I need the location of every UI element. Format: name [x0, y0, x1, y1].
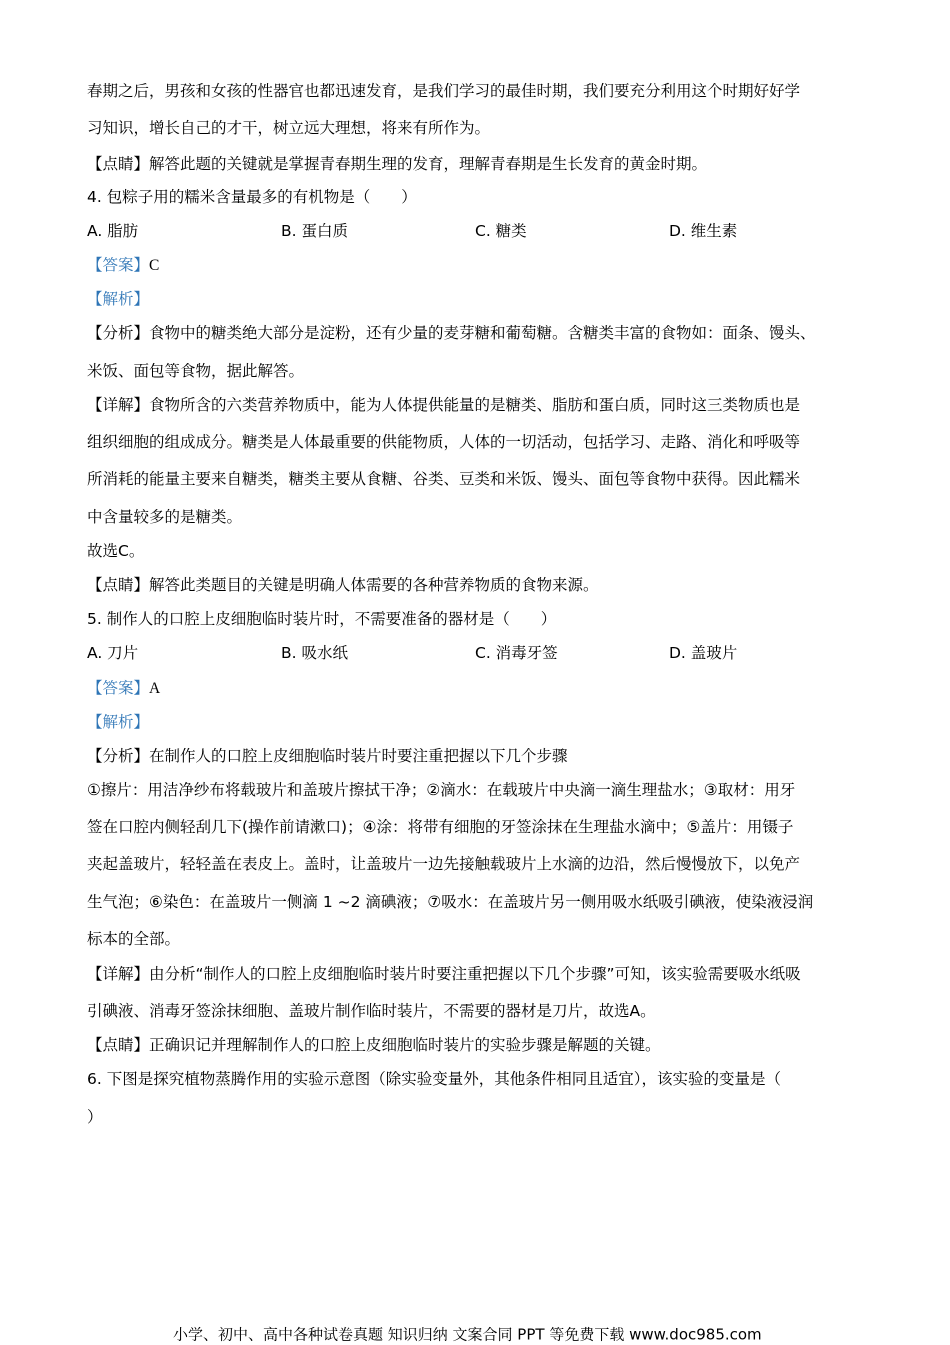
text-line — [87, 676, 160, 698]
text-line — [87, 1033, 661, 1055]
section-label: 【解析】 — [87, 290, 150, 308]
text-line — [87, 116, 490, 138]
section-label: 【答案】 — [87, 256, 150, 274]
text-line — [87, 744, 568, 766]
line-text: 标本的全部。 — [87, 930, 181, 948]
line-text: 故选C。 — [87, 542, 145, 560]
section-label: 【解析】 — [87, 713, 150, 731]
line-text: 夹起盖玻片，轻轻盖在表皮上。盖时，让盖玻片一边先接触载玻片上水滴的边沿，然后慢慢放下，以免产 — [87, 855, 801, 873]
answer-option: A. 刀片 — [87, 644, 139, 662]
text-line — [87, 287, 149, 309]
line-text: 生气泡；⑥染色：在盖玻片一侧滴 1 ~2 滴碘液；⑦吸水：在盖玻片另一侧用吸水纸吸引碘液，使染液浸润 — [87, 893, 814, 911]
line-text: 中含量较多的是糖类。 — [87, 508, 243, 526]
line-text: 所消耗的能量主要来自糖类，糖类主要从食糖、谷类、豆类和米饭、馒头、面包等食物中获得。因此糯米 — [87, 470, 801, 488]
line-text: 【分析】食物中的糖类绝大部分是淀粉，还有少量的麦芽糖和葡萄糖。含糖类丰富的食物如：面条、馒头、 — [87, 324, 816, 342]
text-line — [87, 710, 149, 732]
line-text: ） — [87, 1108, 103, 1126]
line-text: 习知识，增长自己的才干，树立远大理想，将来有所作为。 — [87, 119, 491, 137]
answer-option: B. 吸水纸 — [281, 644, 348, 662]
text-line — [87, 1067, 781, 1089]
line-text: 组织细胞的组成成分。糖类是人体最重要的供能物质，人体的一切活动，包括学习、走路、消化和呼吸等 — [87, 433, 801, 451]
line-text: 引碘液、消毒牙签涂抹细胞、盖玻片制作临时装片，不需要的器材是刀片，故选A。 — [87, 1002, 656, 1020]
text-line — [87, 1105, 103, 1127]
line-text: 米饭、面包等食物，据此解答。 — [87, 362, 305, 380]
text-line — [87, 253, 159, 275]
line-text: 【详解】由分析“制作人的口腔上皮细胞临时装片时要注重把握以下几个步骤”可知，该实验需要吸水纸吸 — [87, 965, 801, 983]
text-line — [87, 607, 556, 629]
answer-option: C. 糖类 — [475, 222, 527, 240]
footer-text: 小学、初中、高中各种试卷真题 知识归纳 文案合同 PPT 等免费下载 www.doc985.com — [173, 1325, 762, 1344]
text-line — [87, 962, 801, 984]
text-line — [87, 778, 795, 800]
text-line — [87, 539, 144, 561]
line-text: 春期之后，男孩和女孩的性器官也都迅速发育，是我们学习的最佳时期，我们要充分利用这个时期好好学 — [87, 82, 801, 100]
answer-option: A. 脂肪 — [87, 222, 139, 240]
text-line — [87, 359, 304, 381]
text-line — [87, 505, 242, 527]
line-text: 签在口腔内侧轻刮几下(操作前请漱口)；④涂：将带有细胞的牙签涂抹在生理盐水滴中；⑤盖片：用镊子 — [87, 818, 794, 836]
line-text: 【点睛】正确识记并理解制作人的口腔上皮细胞临时装片的实验步骤是解题的关键。 — [87, 1036, 661, 1054]
line-text: 5. 制作人的口腔上皮细胞临时装片时，不需要准备的器材是（ ） — [87, 610, 557, 628]
text-line — [87, 467, 800, 489]
text-line — [87, 815, 793, 837]
text-line — [87, 430, 800, 452]
text-line — [87, 927, 180, 949]
answer-option: B. 蛋白质 — [281, 222, 348, 240]
line-text: A — [149, 680, 161, 697]
line-text: C — [149, 257, 160, 274]
line-text: 【详解】食物所含的六类营养物质中，能为人体提供能量的是糖类、脂肪和蛋白质，同时这三类物质也是 — [87, 396, 801, 414]
text-line — [87, 79, 800, 101]
answer-option: C. 消毒牙签 — [475, 644, 558, 662]
text-line — [87, 393, 800, 415]
section-label: 【答案】 — [87, 679, 150, 697]
line-text: 【点睛】解答此题的关键就是掌握青春期生理的发育，理解青春期是生长发育的黄金时期。 — [87, 155, 708, 173]
text-line — [87, 852, 800, 874]
text-line — [87, 152, 707, 174]
line-text: 【分析】在制作人的口腔上皮细胞临时装片时要注重把握以下几个步骤 — [87, 747, 568, 765]
line-text: 4. 包粽子用的糯米含量最多的有机物是（ ） — [87, 188, 417, 206]
line-text: 6. 下图是探究植物蒸腾作用的实验示意图（除实验变量外，其他条件相同且适宜），该实验的变量是（ — [87, 1070, 781, 1088]
answer-option: D. 盖玻片 — [669, 644, 738, 662]
text-line — [87, 185, 417, 207]
answer-option: D. 维生素 — [669, 222, 738, 240]
text-line — [87, 321, 816, 343]
line-text: ①擦片：用洁净纱布将载玻片和盖玻片擦拭干净；②滴水：在载玻片中央滴一滴生理盐水；③取材：用牙 — [87, 781, 796, 799]
text-line — [87, 573, 599, 595]
line-text: 【点睛】解答此类题目的关键是明确人体需要的各种营养物质的食物来源。 — [87, 576, 599, 594]
text-line — [87, 999, 656, 1021]
text-line — [87, 890, 813, 912]
